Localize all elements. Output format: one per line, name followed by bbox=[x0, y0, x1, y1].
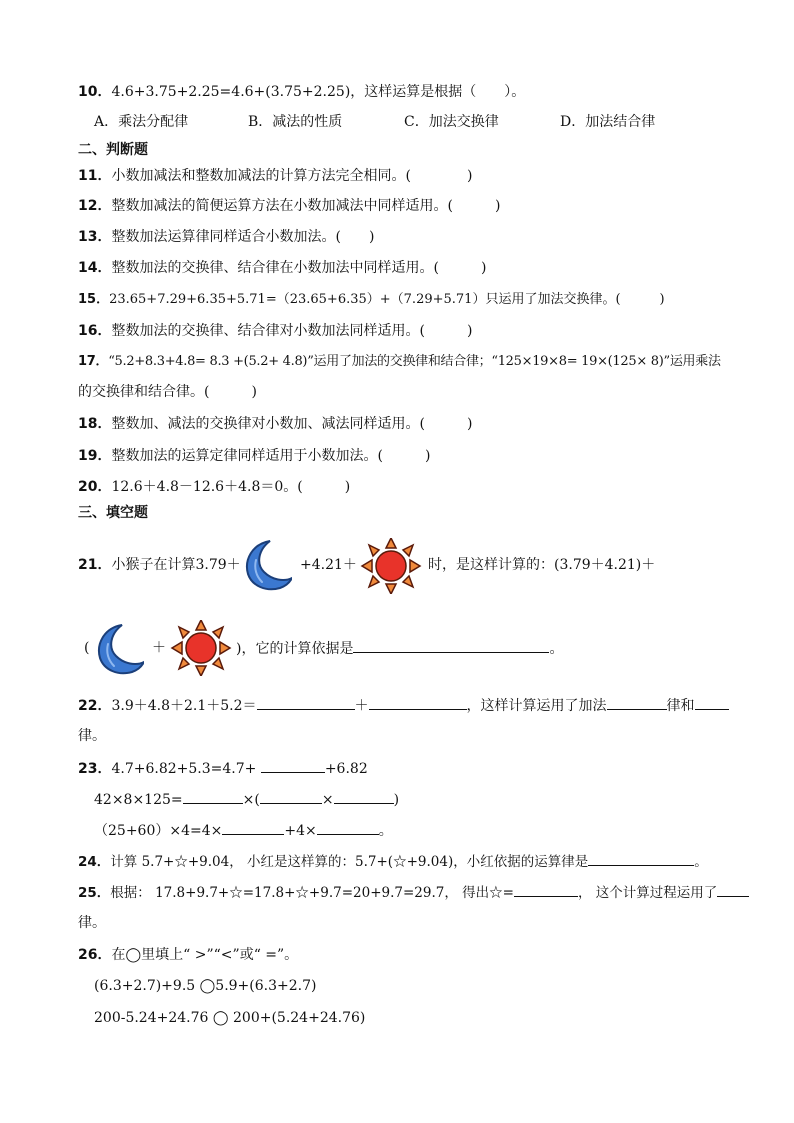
q21-part2: +4.21＋ bbox=[300, 557, 357, 573]
question-number: 20． bbox=[78, 479, 112, 495]
question-text: 4.6+3.75+2.25=4.6+(3.75+2.25)，这样运算是根据（ ）。 bbox=[111, 84, 526, 100]
question-number: 25． bbox=[78, 885, 111, 901]
q26-line2[interactable]: 200-5.24+24.76 ◯ 200+(5.24+24.76) bbox=[94, 1010, 366, 1026]
question-23 bbox=[78, 758, 368, 779]
sun-icon bbox=[360, 538, 422, 594]
moon-icon bbox=[92, 622, 144, 678]
section-heading-fill: 三、填空题 bbox=[78, 505, 148, 521]
q23-l2d: ) bbox=[393, 792, 400, 808]
option-b[interactable]: B．减法的性质 bbox=[248, 114, 343, 130]
question-number: 17． bbox=[78, 354, 109, 369]
q21-part1: 小猴子在计算3.79＋ bbox=[111, 557, 241, 573]
q21-part4: ( bbox=[84, 640, 90, 656]
question-number: 11． bbox=[78, 168, 112, 184]
q26-line1[interactable]: (6.3+2.7)+9.5 ◯5.9+(6.3+2.7) bbox=[94, 978, 317, 994]
question-13 bbox=[78, 227, 374, 247]
question-text: 整数加、减法的交换律对小数加、减法同样适用。( ) bbox=[111, 416, 473, 432]
question-number: 13． bbox=[78, 229, 112, 245]
q26-text: 在◯里填上“ >”“<”或“ =”。 bbox=[111, 947, 299, 963]
question-14 bbox=[78, 258, 486, 278]
question-number: 18． bbox=[78, 416, 112, 432]
question-number: 26． bbox=[78, 947, 112, 963]
section-heading-judge: 二、判断题 bbox=[78, 142, 148, 158]
q24-text-a: 计算 5.7+☆+9.04， 小红是这样算的：5.7+(☆+9.04)，小红依据的运算律是 bbox=[110, 854, 589, 870]
question-number: 15． bbox=[78, 292, 110, 307]
answer-blank[interactable] bbox=[222, 820, 284, 835]
q25-text-b: ， 这个计算过程运用了 bbox=[577, 885, 718, 901]
q23-l1a: 4.7+6.82+5.3=4.7+ bbox=[111, 761, 257, 777]
answer-blank[interactable] bbox=[369, 695, 467, 710]
answer-blank[interactable] bbox=[183, 789, 243, 804]
question-15 bbox=[78, 290, 665, 310]
q21-part5: ＋ bbox=[152, 640, 166, 656]
q22-text-a: 3.9＋4.8＋2.1＋5.2＝ bbox=[111, 698, 257, 714]
answer-blank[interactable] bbox=[717, 882, 749, 897]
q23-l2b: ×( bbox=[242, 792, 260, 808]
q22-text-d: 律和 bbox=[666, 698, 695, 714]
question-20 bbox=[78, 477, 350, 497]
sun-icon bbox=[170, 620, 232, 676]
q22-text-b: ＋ bbox=[354, 698, 369, 714]
question-number: 16． bbox=[78, 323, 112, 339]
question-24 bbox=[78, 851, 708, 872]
option-c[interactable]: C．加法交换律 bbox=[404, 114, 499, 130]
q23-line3 bbox=[94, 820, 393, 841]
question-text: 23.65+7.29+6.35+5.71=（23.65+6.35）+（7.29+5.71）只运用了加法交换律。( ) bbox=[109, 292, 665, 307]
question-17-cont bbox=[78, 382, 257, 402]
question-25 bbox=[78, 882, 749, 903]
question-text: 12.6＋4.8－12.6＋4.8＝0。( ) bbox=[111, 479, 351, 495]
option-d[interactable]: D．加法结合律 bbox=[560, 114, 656, 130]
question-number: 21． bbox=[78, 557, 112, 573]
answer-blank[interactable] bbox=[260, 789, 322, 804]
q23-l3a: （25+60）×4=4× bbox=[94, 823, 223, 839]
question-text: “5.2+8.3+4.8= 8.3 +(5.2+ 4.8)”运用了加法的交换律和结合律；“125×19×8= 19×(125× 8)”运用乘法 bbox=[108, 354, 721, 369]
q21-line2 bbox=[236, 638, 563, 659]
question-number: 12． bbox=[78, 198, 112, 214]
q23-line2 bbox=[94, 789, 399, 810]
question-text: 整数加减法的简便运算方法在小数加减法中同样适用。( ) bbox=[111, 198, 501, 214]
q25-text-c: 律。 bbox=[78, 915, 106, 931]
question-number: 10． bbox=[78, 84, 112, 100]
question-16 bbox=[78, 321, 472, 341]
question-19 bbox=[78, 446, 430, 466]
answer-blank[interactable] bbox=[334, 789, 394, 804]
question-text: 小数加减法和整数加减法的计算方法完全相同。( ) bbox=[111, 168, 473, 184]
question-11 bbox=[78, 166, 472, 186]
q24-text-b: 。 bbox=[694, 854, 708, 870]
answer-blank[interactable] bbox=[317, 820, 379, 835]
q23-l1b: +6.82 bbox=[324, 761, 368, 777]
q23-l3b: +4× bbox=[284, 823, 317, 839]
q25-text-a: 根据： 17.8+9.7+☆=17.8+☆+9.7=20+9.7=29.7， 得出☆= bbox=[110, 885, 514, 901]
q21-part7: 。 bbox=[549, 641, 564, 657]
q23-l3c: 。 bbox=[378, 823, 393, 839]
question-12 bbox=[78, 196, 500, 216]
q22-text-e: 律。 bbox=[78, 728, 106, 744]
answer-blank[interactable] bbox=[353, 638, 549, 653]
question-number: 14． bbox=[78, 260, 112, 276]
question-18 bbox=[78, 414, 472, 434]
q23-l2c: × bbox=[321, 792, 334, 808]
question-text: 的交换律和结合律。( ) bbox=[78, 384, 257, 400]
question-10 bbox=[78, 82, 525, 102]
question-text: 整数加法的运算定律同样适用于小数加法。( ) bbox=[111, 448, 431, 464]
question-22 bbox=[78, 695, 729, 716]
question-text: 整数加法运算律同样适合小数加法。( ) bbox=[111, 229, 375, 245]
question-17 bbox=[78, 352, 721, 372]
moon-icon bbox=[240, 538, 292, 594]
answer-blank[interactable] bbox=[257, 695, 355, 710]
q23-l2a: 42×8×125= bbox=[94, 792, 183, 808]
question-26 bbox=[78, 945, 298, 965]
option-a[interactable]: A．乘法分配律 bbox=[94, 114, 189, 130]
question-21 bbox=[78, 555, 241, 575]
question-text: 整数加法的交换律、结合律在小数加法中同样适用。( ) bbox=[111, 260, 487, 276]
answer-blank[interactable] bbox=[607, 695, 667, 710]
answer-blank[interactable] bbox=[514, 882, 578, 897]
answer-blank[interactable] bbox=[695, 695, 729, 710]
q21-part3: 时，是这样计算的：(3.79＋4.21)＋ bbox=[428, 557, 656, 573]
q21-part6: )，它的计算依据是 bbox=[236, 641, 354, 657]
question-number: 22． bbox=[78, 698, 112, 714]
question-number: 24． bbox=[78, 854, 111, 870]
question-text: 整数加法的交换律、结合律对小数加法同样适用。( ) bbox=[111, 323, 473, 339]
answer-blank[interactable] bbox=[261, 758, 325, 773]
question-number: 19． bbox=[78, 448, 112, 464]
q22-text-c: ，这样计算运用了加法 bbox=[466, 698, 607, 714]
answer-blank[interactable] bbox=[588, 851, 694, 866]
question-number: 23． bbox=[78, 761, 112, 777]
